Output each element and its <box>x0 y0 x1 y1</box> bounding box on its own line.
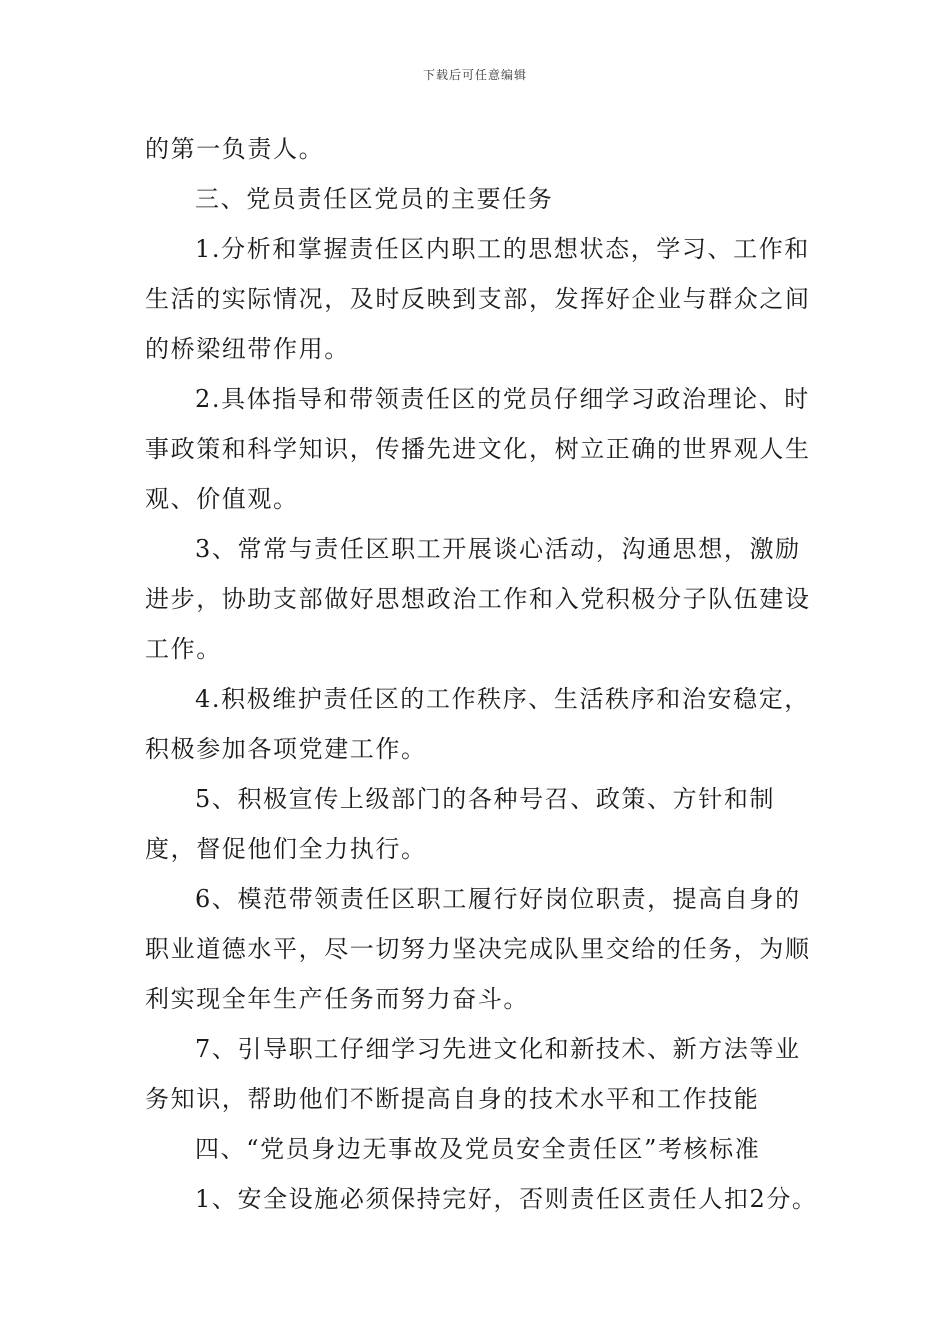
task-item-1: 1.分析和掌握责任区内职工的思想状态，学习、工作和生活的实际情况，及时反映到支部，发挥好企业与群众之间的桥梁纽带作用。 <box>145 235 811 363</box>
section-heading-4: 四、“党员身边无事故及党员安全责任区”考核标准 <box>195 1135 761 1163</box>
paragraph-continuation: 的第一负责人。 <box>145 135 325 163</box>
task-item-4: 4.积极维护责任区的工作秩序、生活秩序和治安稳定，积极参加各项党建工作。 <box>145 685 810 763</box>
task-item-7: 7、引导职工仔细学习先进文化和新技术、新方法等业务知识，帮助他们不断提高自身的技术水平和工作技能 <box>145 1035 801 1113</box>
task-item-6: 6、模范带领责任区职工履行好岗位职责，提高自身的职业道德水平，尽一切努力坚决完成队里交给的任务，为顺利实现全年生产任务而努力奋斗。 <box>145 885 811 1013</box>
document-body <box>145 124 825 1224</box>
section-heading-3: 三、党员责任区党员的主要任务 <box>195 185 554 213</box>
task-item-2: 2.具体指导和带领责任区的党员仔细学习政治理论、时事政策和科学知识，传播先进文化，树立正确的世界观人生观、价值观。 <box>145 385 811 513</box>
standard-item-1: 1、安全设施必须保持完好，否则责任区责任人扣2分。 <box>195 1185 818 1213</box>
task-item-5: 5、积极宣传上级部门的各种号召、政策、方针和制度，督促他们全力执行。 <box>145 785 776 863</box>
task-item-3: 3、常常与责任区职工开展谈心活动，沟通思想，激励进步，协助支部做好思想政治工作和入党积极分子队伍建设工作。 <box>145 535 811 663</box>
page-header: 下载后可任意编辑 <box>422 68 527 82</box>
